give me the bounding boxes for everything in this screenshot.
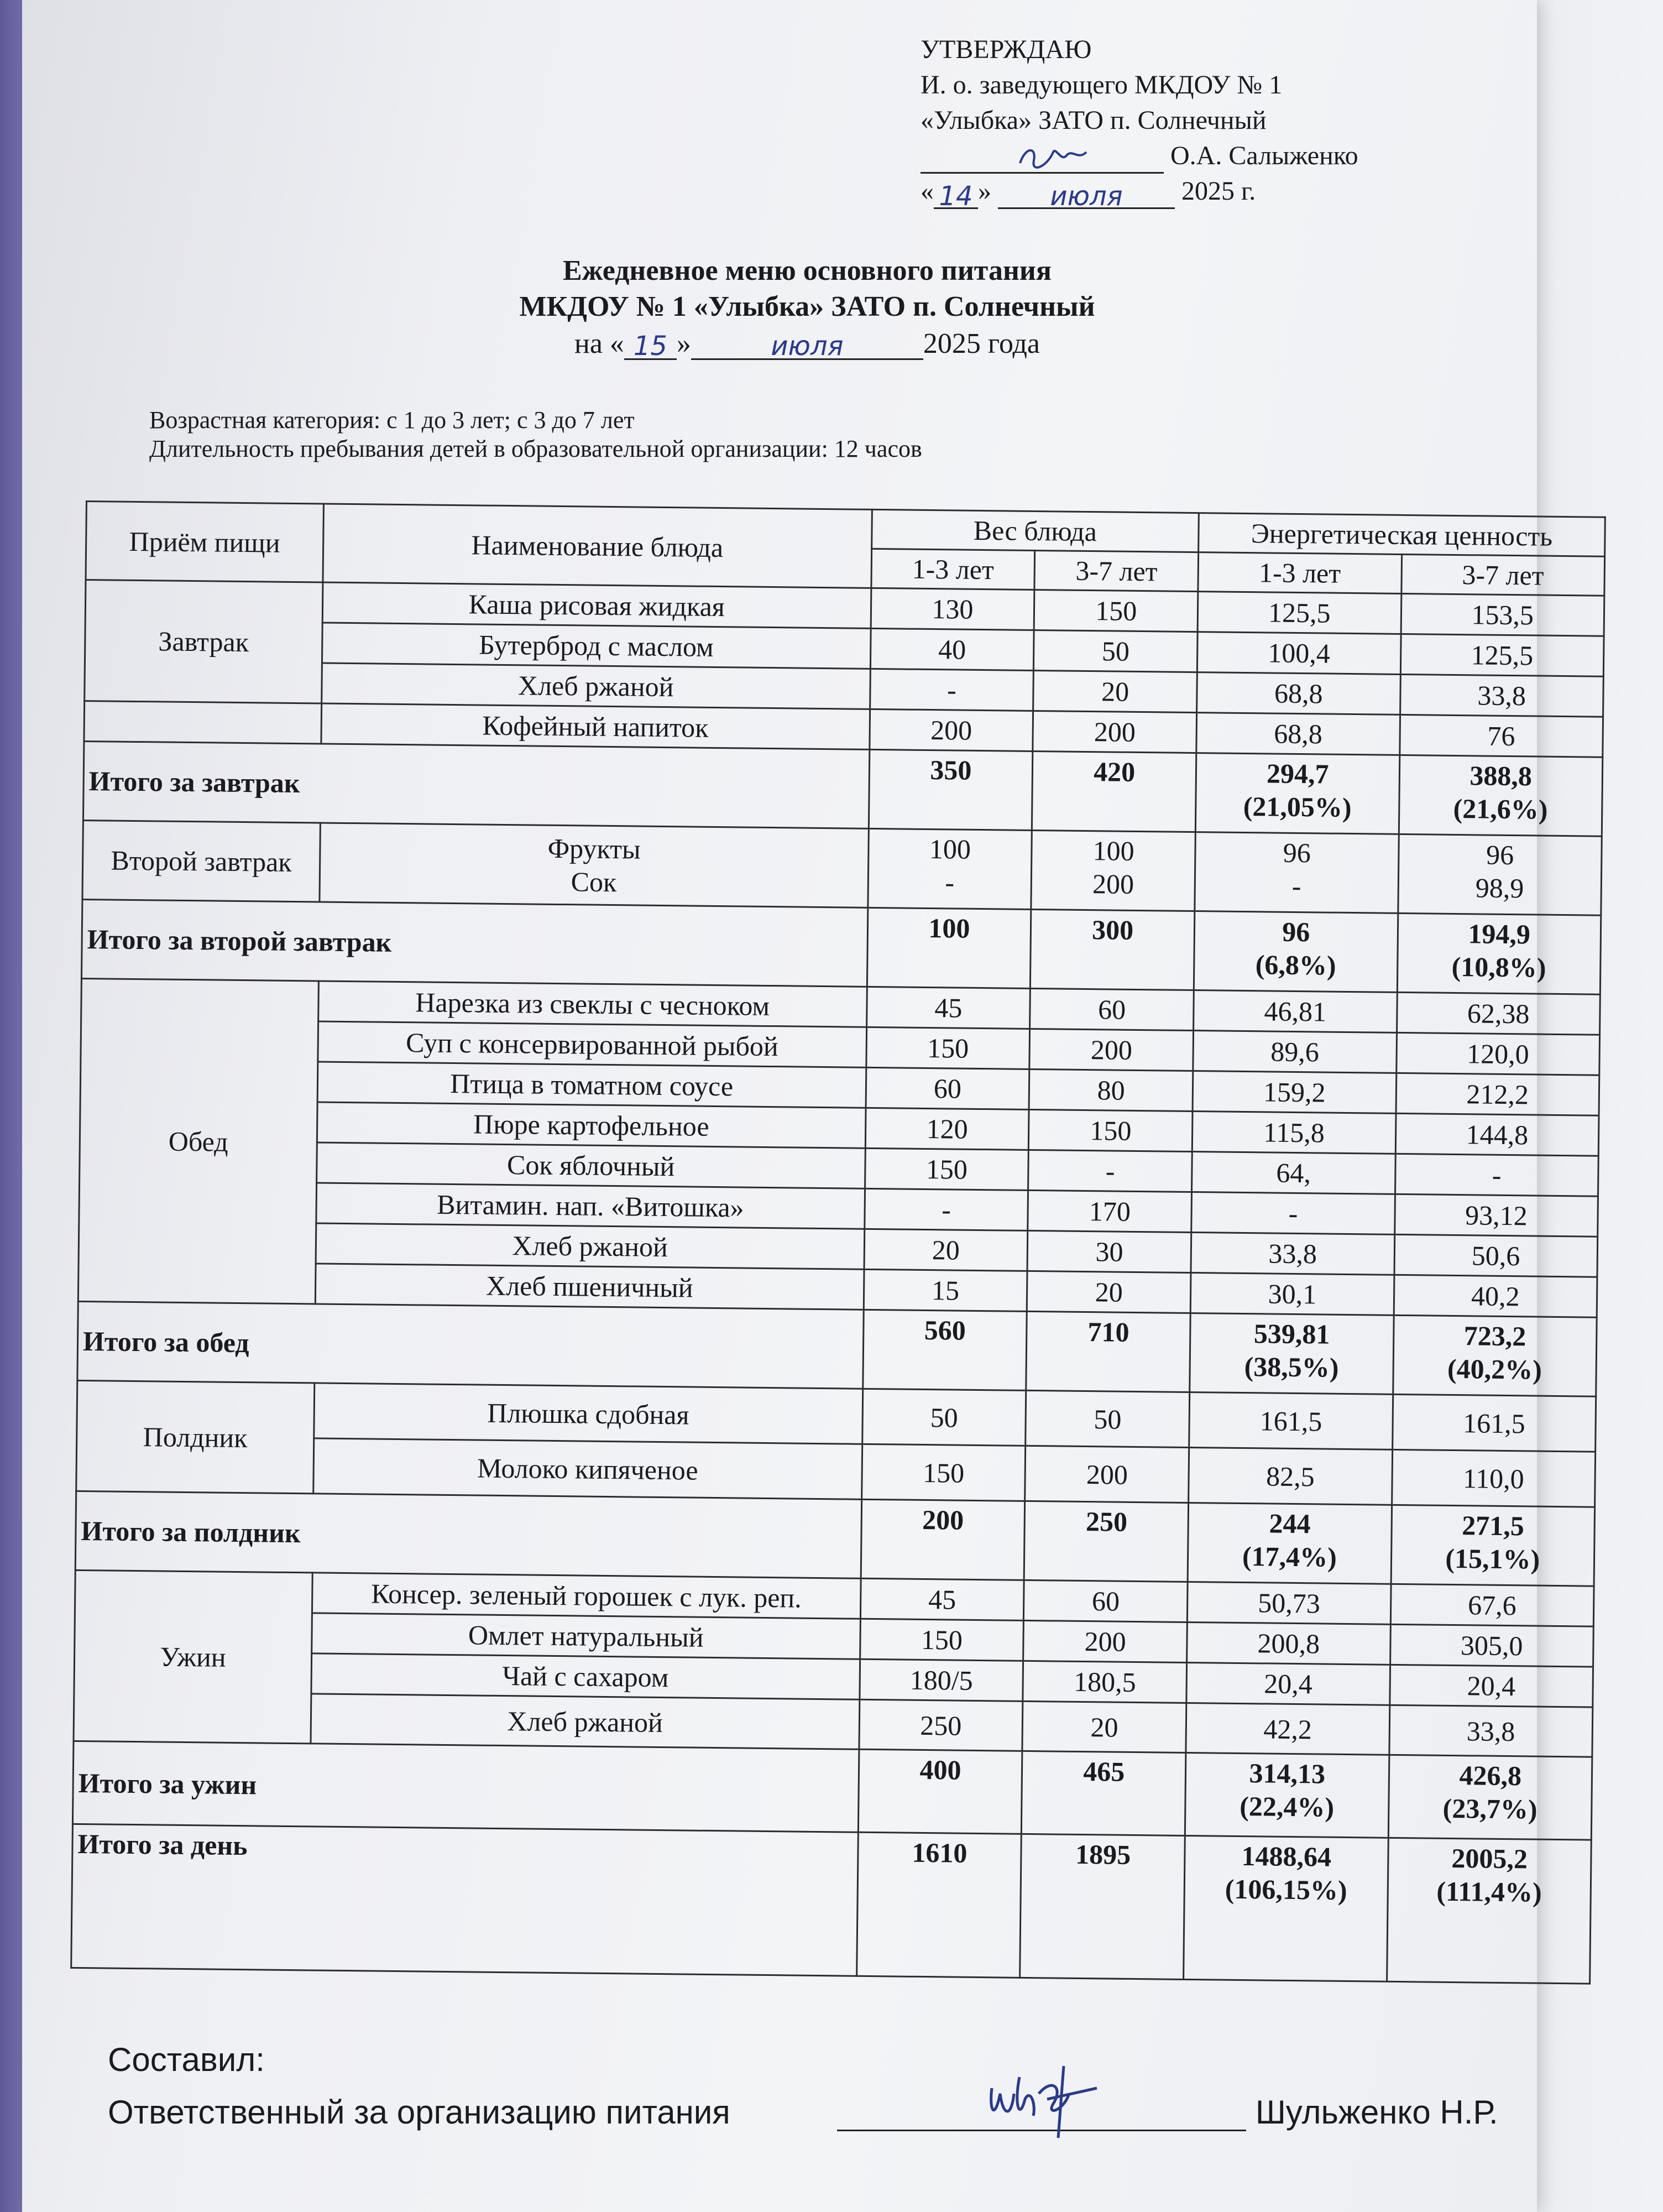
weight-37: 150	[1029, 1109, 1193, 1151]
dish-cell: Нарезка из свеклы с чесноком	[318, 981, 866, 1027]
approval-date-month-blank	[998, 179, 1175, 212]
dish-cell: Омлет натуральный	[312, 1613, 860, 1659]
menu-date-day-blank	[624, 330, 677, 360]
total-energy-37-pct: (111,4%)	[1436, 1875, 1542, 1908]
total-weight-37: 420	[1032, 751, 1196, 832]
total-label: Итого за завтрак	[83, 741, 869, 828]
energy-13: 159,2	[1193, 1071, 1396, 1114]
table-header-row	[86, 502, 1606, 557]
dish-fruits: Фрукты	[547, 832, 641, 865]
weight-37: 60	[1024, 1580, 1188, 1622]
energy-37: 93,12	[1394, 1194, 1598, 1237]
total-label: Итого за полдник	[75, 1491, 861, 1578]
dish-cell: Бутерброд с маслом	[322, 623, 870, 669]
total-row-day	[71, 1824, 1592, 1984]
weight-37: 200	[1025, 1446, 1189, 1503]
dish-cell: Чай с сахаром	[311, 1653, 860, 1699]
dish-cell: Сок яблочный	[316, 1142, 865, 1188]
total-weight-37: 710	[1026, 1311, 1190, 1392]
energy-13: 50,73	[1187, 1582, 1390, 1624]
total-energy-37	[1397, 913, 1601, 994]
weight-13: 50	[862, 1389, 1026, 1446]
header-energy-13: 1-3 лет	[1198, 552, 1401, 594]
total-energy-37-pct: (23,7%)	[1442, 1792, 1538, 1825]
approval-signature-line	[921, 138, 1473, 174]
energy-13-juice: -	[1291, 870, 1301, 902]
energy-13: 200,8	[1187, 1622, 1390, 1665]
energy-37	[1398, 834, 1602, 915]
header-weight-13: 1-3 лет	[871, 549, 1035, 589]
approval-date	[921, 174, 1473, 212]
weight-13: 45	[860, 1578, 1024, 1620]
weight-37: 200	[1029, 1029, 1194, 1071]
total-weight-13: 560	[862, 1310, 1027, 1390]
approval-date-open-quote: «	[921, 176, 934, 206]
meal-snack: Полдник	[76, 1380, 315, 1493]
total-energy-13	[1194, 911, 1398, 993]
total-energy-37-value: 388,8	[1469, 760, 1533, 792]
dish-cell: Пюре картофельное	[317, 1102, 865, 1148]
weight-13: 250	[859, 1699, 1023, 1751]
energy-13: 42,2	[1186, 1703, 1389, 1755]
energy-37: 33,8	[1389, 1705, 1592, 1757]
energy-37: 76	[1399, 714, 1603, 757]
weight-37-fruits: 100	[1092, 835, 1134, 867]
total-label: Итого за второй завтрак	[81, 899, 867, 987]
approval-signer: О.А. Салыженко	[1170, 141, 1358, 170]
energy-37: 305,0	[1390, 1624, 1593, 1667]
dish-cell: Каша рисовая жидкая	[322, 582, 871, 628]
total-energy-37	[1391, 1505, 1595, 1586]
total-energy-13-value: 1488,64	[1241, 1840, 1332, 1872]
approval-date-close-quote: »	[978, 176, 991, 206]
total-weight-37: 250	[1024, 1501, 1188, 1582]
menu-date-month: июля	[771, 331, 844, 362]
weight-37: 180,5	[1023, 1661, 1187, 1703]
document-subtitle: МКДОУ № 1 «Улыбка» ЗАТО п. Солнечный	[519, 291, 1095, 322]
weight-13: 120	[865, 1108, 1029, 1150]
energy-37: 62,38	[1397, 992, 1600, 1035]
responsible-signature-blank	[837, 2096, 1246, 2131]
total-row-breakfast	[83, 741, 1602, 836]
weight-13: 60	[866, 1067, 1030, 1109]
total-weight-37: 465	[1022, 1751, 1186, 1835]
energy-37: 120,0	[1396, 1032, 1599, 1075]
weight-37: 150	[1034, 589, 1198, 632]
total-energy-13-value: 539,81	[1253, 1318, 1330, 1350]
weight-37: 50	[1034, 630, 1198, 672]
approval-date-month: июля	[1050, 181, 1123, 212]
weight-37: 50	[1026, 1390, 1190, 1447]
header-energy: Энергетическая ценность	[1199, 513, 1606, 557]
energy-37: 40,2	[1394, 1275, 1597, 1317]
energy-13: 115,8	[1192, 1112, 1395, 1154]
age-category: Возрастная категория: с 1 до 3 лет; с 3 до 7 лет	[149, 406, 635, 434]
total-row-second-breakfast	[81, 899, 1601, 994]
approval-date-day-blank	[934, 179, 978, 212]
energy-37-juice: 98,9	[1475, 872, 1524, 904]
approval-date-year: 2025 г.	[1181, 176, 1256, 206]
energy-37: 67,6	[1390, 1584, 1594, 1626]
approval-date-day: 14	[939, 181, 973, 212]
total-energy-13-value: 96	[1282, 916, 1310, 948]
weight-13: 150	[861, 1444, 1026, 1501]
energy-13: 46,81	[1194, 990, 1397, 1033]
menu-date-month-blank	[691, 330, 923, 360]
dish-cell: Плюшка сдобная	[314, 1383, 863, 1444]
dish-cell	[320, 823, 869, 907]
approval-position-2: «Улыбка» ЗАТО п. Солнечный	[921, 106, 1267, 135]
weight-37: -	[1028, 1150, 1193, 1192]
menu-date-prefix: на «	[574, 328, 624, 359]
energy-13-fruits: 96	[1283, 837, 1311, 869]
weight-13: -	[870, 669, 1034, 711]
responsible-line	[108, 2093, 1498, 2131]
menu-document	[22, 0, 1553, 2212]
total-weight-37: 1895	[1020, 1834, 1185, 1979]
total-weight-37: 300	[1031, 909, 1195, 990]
header-dish: Наименование блюда	[323, 504, 872, 588]
total-energy-13-value: 244	[1269, 1507, 1311, 1540]
menu-date-mid: »	[676, 328, 691, 359]
total-energy-37-value: 2005,2	[1451, 1843, 1528, 1875]
table-row-second-breakfast	[82, 820, 1602, 915]
dish-cell: Суп с консервированной рыбой	[318, 1021, 866, 1067]
dish-cell: Консер. зеленый горошек с лук. реп.	[312, 1573, 860, 1619]
energy-13: 64,	[1192, 1152, 1395, 1194]
total-label: Итого за обед	[77, 1301, 864, 1389]
energy-37: 161,5	[1392, 1394, 1596, 1452]
energy-37: 50,6	[1394, 1234, 1598, 1277]
dish-cell: Хлеб ржаной	[322, 663, 870, 709]
total-energy-37-value: 426,8	[1459, 1760, 1522, 1792]
energy-13: 20,4	[1186, 1662, 1390, 1705]
total-energy-13	[1195, 753, 1399, 834]
menu-date-day: 15	[633, 331, 667, 362]
weight-13: 130	[871, 588, 1035, 630]
energy-37: -	[1395, 1154, 1598, 1196]
approval-position-1: И. о. заведующего МКДОУ № 1	[921, 70, 1283, 100]
total-energy-13	[1185, 1752, 1389, 1838]
dish-cell: Молоко кипяченое	[313, 1438, 862, 1499]
total-energy-37-value: 723,2	[1463, 1320, 1526, 1352]
energy-13: 89,6	[1193, 1031, 1397, 1073]
weight-13: 40	[870, 628, 1034, 670]
total-energy-13-pct: (6,8%)	[1255, 949, 1336, 981]
total-energy-37	[1388, 1755, 1592, 1840]
meal-dinner: Ужин	[74, 1570, 312, 1743]
total-energy-13-pct: (106,15%)	[1225, 1873, 1347, 1906]
compiled-label: Составил:	[108, 2041, 265, 2078]
weight-37: 30	[1027, 1230, 1191, 1272]
meal-lunch: Обед	[78, 978, 318, 1303]
weight-13: 20	[864, 1229, 1028, 1271]
total-weight-13: 200	[861, 1499, 1025, 1580]
approval-heading: УТВЕРЖДАЮ	[921, 35, 1092, 64]
total-energy-37-pct: (21,6%)	[1453, 792, 1548, 825]
dish-juice: Сок	[571, 866, 617, 898]
weight-37: 20	[1022, 1701, 1186, 1752]
energy-13: -	[1191, 1192, 1395, 1235]
weight-13: 150	[865, 1148, 1029, 1190]
energy-13	[1195, 832, 1399, 914]
stay-duration: Длительность пребывания детей в образовательной организации: 12 часов	[149, 435, 922, 462]
weight-37: 200	[1033, 711, 1197, 753]
dish-cell: Хлеб ржаной	[316, 1223, 864, 1269]
total-energy-13-pct: (38,5%)	[1244, 1351, 1339, 1383]
total-energy-37-pct: (10,8%)	[1451, 951, 1546, 983]
total-row-lunch	[77, 1301, 1597, 1396]
responsible-label: Ответственный за организацию питания	[108, 2094, 730, 2131]
total-label: Итого за день	[71, 1824, 858, 1976]
responsible-signature	[981, 2055, 1108, 2143]
menu-table	[70, 500, 1606, 1985]
weight-13-juice: -	[945, 867, 955, 898]
total-energy-13-pct: (21,05%)	[1243, 790, 1352, 823]
weight-37: 200	[1023, 1620, 1188, 1662]
energy-13: 68,8	[1197, 672, 1400, 715]
total-row-dinner	[72, 1741, 1592, 1840]
dish-cell: Хлеб ржаной	[311, 1694, 860, 1749]
total-energy-37-pct: (40,2%)	[1447, 1353, 1542, 1385]
total-weight-13: 350	[869, 749, 1033, 830]
energy-37: 212,2	[1396, 1073, 1599, 1115]
total-weight-13: 400	[858, 1749, 1022, 1834]
weight-37: 20	[1033, 670, 1197, 712]
total-energy-13-value: 294,7	[1266, 758, 1329, 790]
weight-13: -	[864, 1188, 1028, 1230]
energy-37: 153,5	[1401, 593, 1604, 636]
header-meal: Приём пищи	[86, 502, 323, 582]
weight-13-fruits: 100	[929, 833, 971, 865]
energy-13: 100,4	[1197, 632, 1400, 675]
total-energy-13-value: 314,13	[1249, 1757, 1326, 1790]
energy-37: 125,5	[1400, 634, 1604, 676]
weight-37: 80	[1029, 1069, 1193, 1111]
dish-cell: Хлеб пшеничный	[315, 1264, 864, 1310]
total-energy-37	[1387, 1838, 1591, 1984]
weight-37	[1031, 830, 1195, 911]
total-energy-37	[1393, 1315, 1597, 1396]
weight-13: 150	[860, 1619, 1024, 1661]
weight-13: 180/5	[859, 1659, 1023, 1701]
document-title: Ежедневное меню основного питания	[562, 255, 1052, 286]
weight-13: 15	[864, 1269, 1028, 1311]
energy-37: 144,8	[1395, 1113, 1599, 1156]
approval-signature	[1014, 141, 1092, 174]
weight-37: 20	[1027, 1271, 1191, 1313]
weight-37: 170	[1028, 1190, 1192, 1232]
total-energy-37-pct: (15,1%)	[1445, 1542, 1540, 1575]
total-row-snack	[75, 1491, 1594, 1586]
weight-13: 200	[869, 709, 1033, 751]
approval-block	[921, 32, 1473, 212]
energy-37: 110,0	[1392, 1449, 1595, 1507]
total-energy-13	[1184, 1835, 1388, 1981]
energy-37: 33,8	[1400, 674, 1603, 717]
energy-37-fruits: 96	[1486, 839, 1514, 871]
weight-13: 150	[866, 1027, 1030, 1069]
total-energy-13	[1188, 1503, 1392, 1584]
energy-37: 20,4	[1389, 1665, 1593, 1707]
responsible-name: Шульженко Н.Р.	[1255, 2094, 1498, 2131]
total-energy-37-value: 271,5	[1461, 1510, 1525, 1542]
total-energy-13-pct: (22,4%)	[1240, 1790, 1335, 1823]
total-energy-37-value: 194,9	[1468, 918, 1531, 950]
energy-13: 82,5	[1189, 1447, 1392, 1505]
total-energy-13-pct: (17,4%)	[1242, 1541, 1337, 1573]
weight-37-juice: 200	[1092, 868, 1134, 900]
menu-date-suffix: 2025 года	[923, 328, 1040, 359]
total-weight-13: 100	[867, 907, 1031, 988]
total-energy-13	[1190, 1313, 1394, 1395]
weight-13	[867, 828, 1032, 909]
energy-13: 161,5	[1189, 1392, 1393, 1449]
meal-breakfast: Завтрак	[85, 580, 323, 703]
total-energy-37	[1399, 755, 1603, 836]
header-weight: Вес блюда	[871, 509, 1199, 552]
energy-13: 125,5	[1197, 592, 1401, 634]
menu-date	[243, 327, 1371, 360]
approval-signature-blank	[921, 143, 1164, 174]
weight-13: 45	[866, 987, 1031, 1029]
total-label: Итого за ужин	[72, 1741, 859, 1832]
header-energy-37: 3-7 лет	[1401, 554, 1604, 596]
energy-13: 33,8	[1191, 1233, 1394, 1275]
header-weight-37: 3-7 лет	[1034, 550, 1199, 591]
meal-empty	[84, 701, 322, 743]
weight-37: 60	[1030, 988, 1194, 1030]
energy-13: 30,1	[1190, 1273, 1394, 1316]
energy-13: 68,8	[1196, 713, 1400, 755]
meal-second-breakfast: Второй завтрак	[82, 820, 320, 901]
dish-cell: Кофейный напиток	[321, 703, 870, 749]
dish-cell: Птица в томатном соусе	[317, 1062, 866, 1108]
dish-cell: Витамин. нап. «Витошка»	[316, 1183, 865, 1229]
total-weight-13: 1610	[856, 1832, 1021, 1978]
